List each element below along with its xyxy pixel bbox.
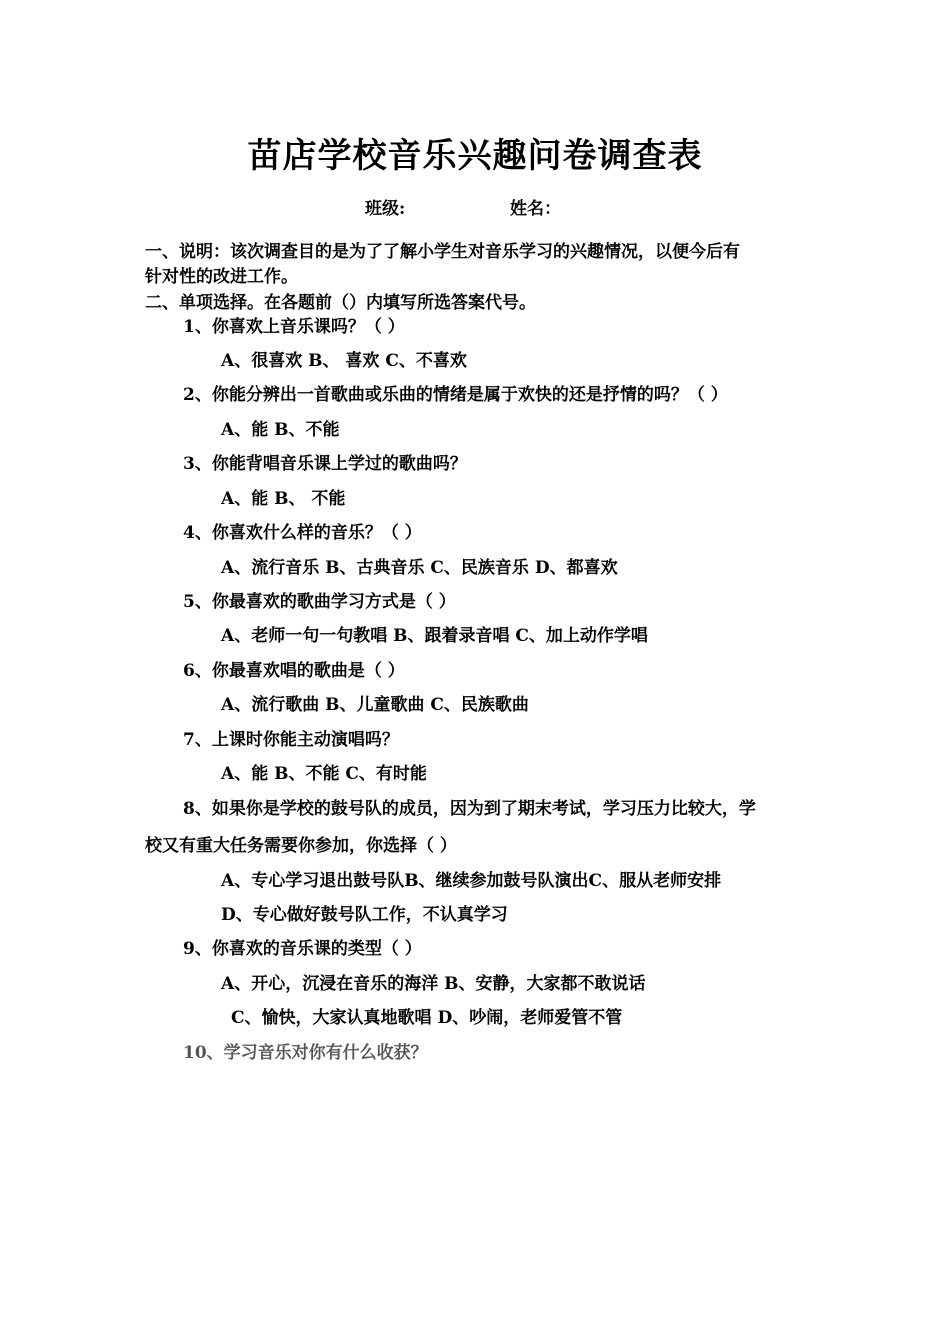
question-8-options-1: A、专心学习退出鼓号队B、继续参加鼓号队演出C、服从老师安排 [221, 871, 722, 891]
section-2-heading: 二、单项选择。在各题前（）内填写所选答案代号。 [145, 293, 536, 313]
question-5-options: A、老师一句一句教唱 B、跟着录音唱 C、加上动作学唱 [221, 626, 648, 646]
question-3: 3、你能背唱音乐课上学过的歌曲吗？ [183, 454, 467, 474]
class-label: 班级: [365, 199, 406, 219]
intro-line-2: 针对性的改进工作。 [145, 267, 298, 287]
page-title: 苗店学校音乐兴趣问卷调查表 [247, 136, 703, 176]
question-2-options: A、能 B、不能 [221, 420, 340, 440]
question-5: 5、你最喜欢的歌曲学习方式是（ ） [183, 592, 456, 612]
question-8-options-2: D、专心做好鼓号队工作，不认真学习 [221, 905, 508, 925]
question-3-options: A、能 B、 不能 [221, 489, 346, 509]
question-7: 7、上课时你能主动演唱吗？ [183, 730, 399, 750]
question-6: 6、你最喜欢唱的歌曲是（ ） [183, 661, 405, 681]
question-8-continued: 校又有重大任务需要你参加，你选择（ ） [145, 836, 457, 856]
question-4: 4、你喜欢什么样的音乐？（ ） [183, 523, 422, 543]
question-9: 9、你喜欢的音乐课的类型（ ） [183, 939, 422, 959]
question-1: 1、你喜欢上音乐课吗？（ ） [183, 317, 405, 337]
question-2: 2、你能分辨出一首歌曲或乐曲的情绪是属于欢快的还是抒情的吗？（ ） [183, 385, 728, 405]
question-4-options: A、流行音乐 B、古典音乐 C、民族音乐 D、都喜欢 [221, 558, 618, 578]
question-7-options: A、能 B、不能 C、有时能 [221, 764, 427, 784]
question-6-options: A、流行歌曲 B、儿童歌曲 C、民族歌曲 [221, 695, 529, 715]
question-9-options-1: A、开心，沉浸在音乐的海洋 B、安静，大家都不敢说话 [221, 974, 646, 994]
name-label: 姓名： [510, 199, 561, 219]
question-10: 10、学习音乐对你有什么收获？ [183, 1043, 428, 1063]
question-1-options: A、很喜欢 B、 喜欢 C、不喜欢 [221, 351, 467, 371]
question-8: 8、如果你是学校的鼓号队的成员，因为到了期末考试，学习压力比较大，学 [183, 799, 756, 819]
question-9-options-2: C、愉快，大家认真地歌唱 D、吵闹，老师爱管不管 [231, 1008, 623, 1028]
intro-line-1: 一、说明：该次调查目的是为了了解小学生对音乐学习的兴趣情况，以便今后有 [145, 242, 740, 262]
